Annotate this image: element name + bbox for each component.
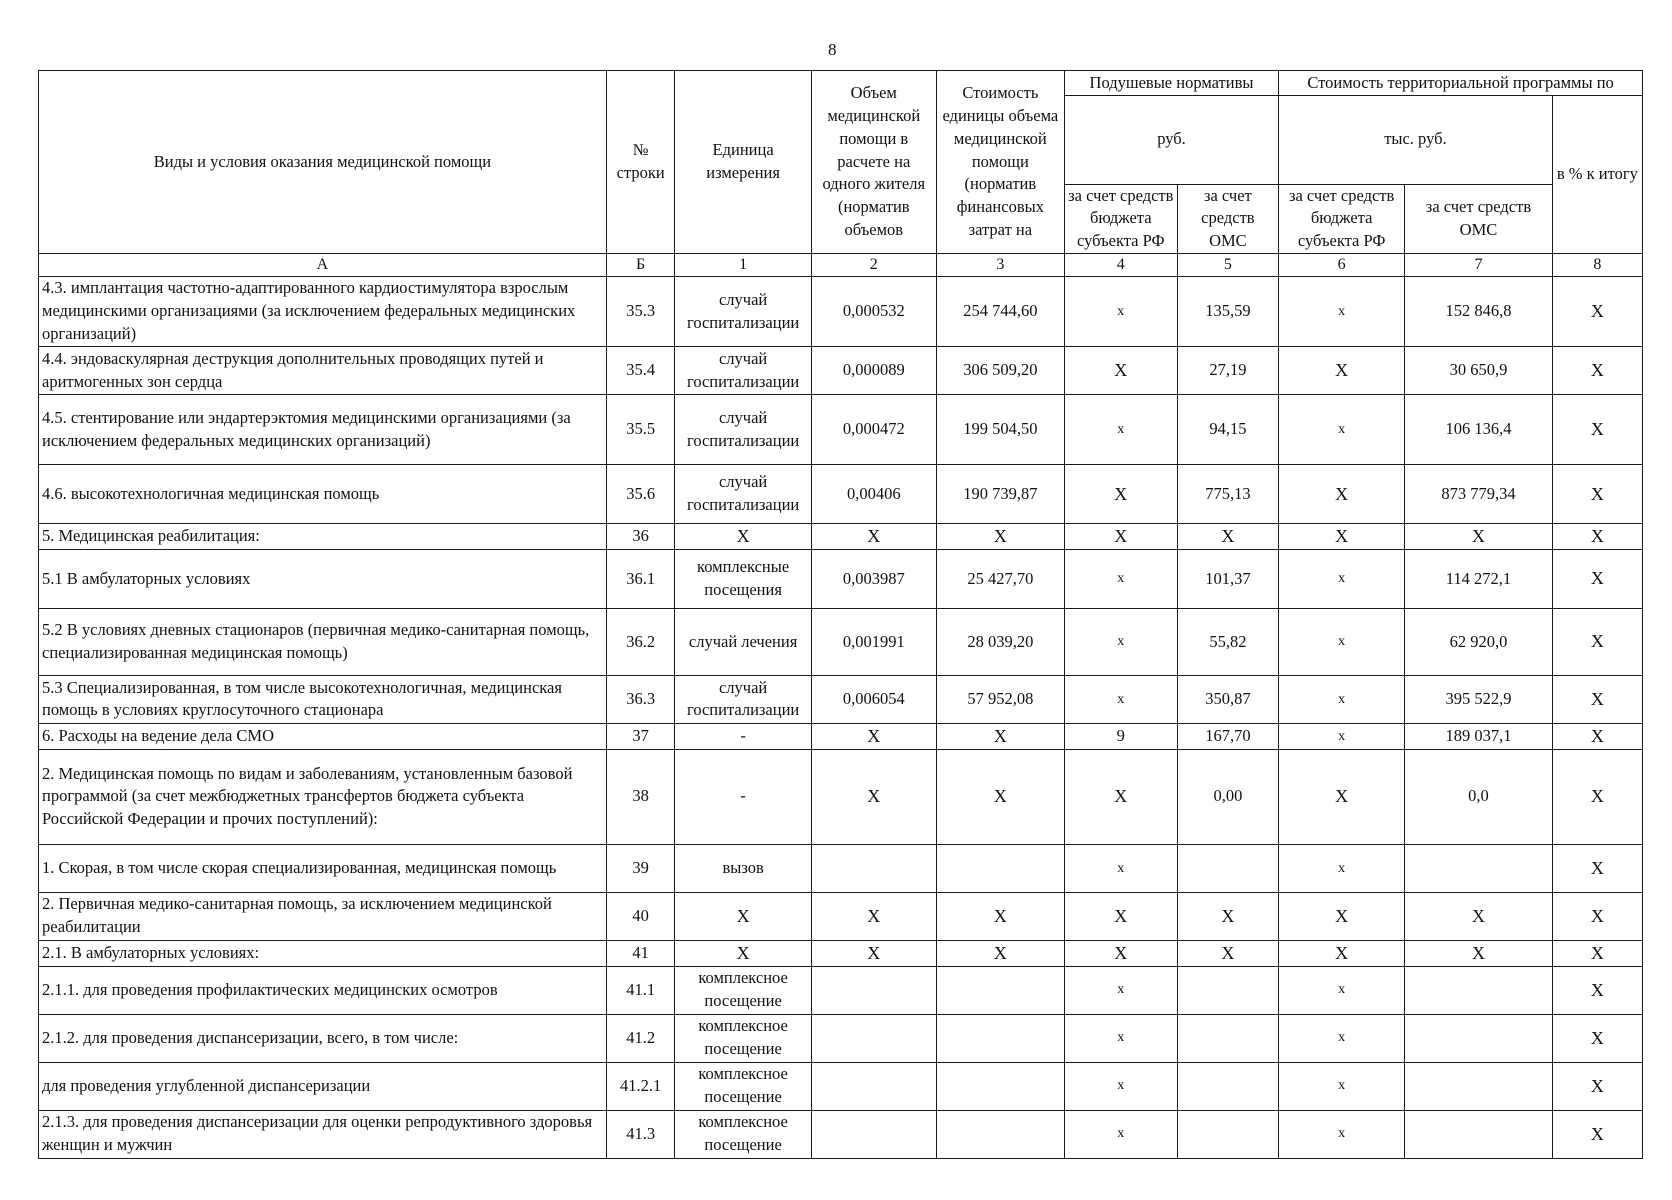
row-norm-budget: 9 [1064,723,1177,749]
row-unit-cost: X [936,940,1064,966]
row-norm-oms [1177,844,1278,892]
row-name: 5.3 Специализированная, в том числе высокотехнологичная, медицинская помощь в условиях круглосуточного стационара [39,675,607,723]
row-volume: 0,000532 [811,277,936,347]
row-cost-oms: X [1405,940,1553,966]
row-number: 36 [606,524,675,550]
column-letter: Б [606,254,675,277]
row-name: 2. Медицинская помощь по видам и заболеваниям, установленным базовой программой (за счет межбюджетных трансфертов бюджета субъекта Российской Федерации и прочих поступлений): [39,749,607,844]
column-letter: 7 [1405,254,1553,277]
row-cost-budget: X [1279,749,1405,844]
row-cost-budget: x [1279,1110,1405,1158]
row-cost-oms: X [1405,892,1553,940]
row-norm-budget: x [1064,844,1177,892]
row-cost-budget: x [1279,844,1405,892]
row-norm-oms: 167,70 [1177,723,1278,749]
row-norm-oms: 350,87 [1177,675,1278,723]
row-cost-budget: X [1279,940,1405,966]
row-unit: X [675,892,811,940]
row-unit: комплексное посещение [675,1014,811,1062]
row-cost-oms [1405,1110,1553,1158]
row-volume: X [811,749,936,844]
row-norm-oms: 135,59 [1177,277,1278,347]
row-cost-oms [1405,1014,1553,1062]
row-name: 5.2 В условиях дневных стационаров (первичная медико-санитарная помощь, специализированная медицинская помощь) [39,608,607,675]
row-unit-cost [936,1062,1064,1110]
row-volume: 0,000089 [811,347,936,395]
row-norm-oms: 27,19 [1177,347,1278,395]
row-name: 1. Скорая, в том числе скорая специализированная, медицинская помощь [39,844,607,892]
row-number: 41 [606,940,675,966]
row-percent: X [1552,465,1642,524]
table-row [39,940,1643,966]
row-name: 2.1. В амбулаторных условиях: [39,940,607,966]
table-row [39,277,1643,347]
row-percent: X [1552,675,1642,723]
row-unit-cost: 190 739,87 [936,465,1064,524]
row-unit-cost: 254 744,60 [936,277,1064,347]
row-percent: X [1552,966,1642,1014]
row-number: 36.1 [606,549,675,608]
row-unit-cost: X [936,723,1064,749]
row-name: 2.1.1. для проведения профилактических медицинских осмотров [39,966,607,1014]
row-unit: случай госпитализации [675,395,811,465]
row-number: 35.3 [606,277,675,347]
row-volume: X [811,940,936,966]
territorial-program-table [38,70,1643,1159]
row-norm-budget: x [1064,675,1177,723]
row-norm-budget: X [1064,465,1177,524]
table-row [39,966,1643,1014]
table-row [39,675,1643,723]
row-percent: X [1552,723,1642,749]
row-norm-oms: 775,13 [1177,465,1278,524]
row-unit: случай госпитализации [675,347,811,395]
row-unit-cost: X [936,524,1064,550]
row-percent: X [1552,347,1642,395]
row-percent: X [1552,749,1642,844]
row-volume: X [811,524,936,550]
row-norm-oms: 55,82 [1177,608,1278,675]
row-cost-oms: 395 522,9 [1405,675,1553,723]
page-number: 8 [828,40,837,59]
row-norm-oms: 94,15 [1177,395,1278,465]
header-norm-budget: за счет средств бюджета субъекта РФ [1064,184,1177,253]
row-cost-oms: 114 272,1 [1405,549,1553,608]
header-volume: Объем медицинской помощи в расчете на одного жителя (норматив объемов [811,71,936,254]
row-norm-budget: x [1064,1110,1177,1158]
row-cost-budget: x [1279,277,1405,347]
row-name: для проведения углубленной диспансеризации [39,1062,607,1110]
row-percent: X [1552,940,1642,966]
row-norm-budget: x [1064,395,1177,465]
row-norm-budget: X [1064,892,1177,940]
row-name: 2.1.3. для проведения диспансеризации для оценки репродуктивного здоровья женщин и мужчин [39,1110,607,1158]
header-program-cost: Стоимость территориальной программы по [1279,71,1643,96]
row-cost-budget: X [1279,524,1405,550]
row-norm-budget: x [1064,549,1177,608]
row-norm-oms: 101,37 [1177,549,1278,608]
header-row-number: № строки [606,71,675,254]
row-name: 2.1.2. для проведения диспансеризации, всего, в том числе: [39,1014,607,1062]
row-number: 41.2.1 [606,1062,675,1110]
table-row [39,465,1643,524]
column-letters-row [39,254,1643,277]
header-row-1 [39,71,1643,96]
row-number: 38 [606,749,675,844]
row-unit-cost: X [936,749,1064,844]
table-row [39,1062,1643,1110]
row-volume [811,1110,936,1158]
row-unit: комплексное посещение [675,966,811,1014]
table-body [39,277,1643,1158]
row-volume: 0,000472 [811,395,936,465]
row-percent: X [1552,608,1642,675]
row-unit-cost: 57 952,08 [936,675,1064,723]
row-volume: 0,001991 [811,608,936,675]
row-cost-oms [1405,844,1553,892]
header-unit: Единица измерения [675,71,811,254]
table-row [39,1110,1643,1158]
header-cost-budget: за счет средств бюджета субъекта РФ [1279,184,1405,253]
header-per-capita: Подушевые нормативы [1064,71,1278,96]
row-cost-budget: x [1279,549,1405,608]
table-row [39,524,1643,550]
row-percent: X [1552,395,1642,465]
row-norm-budget: X [1064,749,1177,844]
row-name: 4.3. имплантация частотно-адаптированного кардиостимулятора взрослым медицинскими организациями (за исключением федеральных медицинских организаций) [39,277,607,347]
row-name: 4.4. эндоваскулярная деструкция дополнительных проводящих путей и аритмогенных зон сердца [39,347,607,395]
row-unit: случай лечения [675,608,811,675]
row-number: 41.3 [606,1110,675,1158]
row-unit-cost: 28 039,20 [936,608,1064,675]
row-cost-oms: 106 136,4 [1405,395,1553,465]
row-volume: 0,003987 [811,549,936,608]
row-norm-oms: 0,00 [1177,749,1278,844]
column-letter: 3 [936,254,1064,277]
table-row [39,1014,1643,1062]
column-letter: 5 [1177,254,1278,277]
header-norm-oms: за счет средств ОМС [1177,184,1278,253]
row-cost-budget: X [1279,892,1405,940]
header-program-cost-unit: тыс. руб. [1279,96,1553,185]
row-unit: случай госпитализации [675,465,811,524]
row-name: 6. Расходы на ведение дела СМО [39,723,607,749]
row-number: 35.6 [606,465,675,524]
row-cost-budget: x [1279,1014,1405,1062]
row-volume [811,1014,936,1062]
row-norm-budget: x [1064,608,1177,675]
row-norm-budget: X [1064,524,1177,550]
row-name: 2. Первичная медико-санитарная помощь, за исключением медицинской реабилитации [39,892,607,940]
row-cost-oms: 30 650,9 [1405,347,1553,395]
row-name: 4.6. высокотехнологичная медицинская помощь [39,465,607,524]
row-unit: X [675,940,811,966]
row-norm-oms [1177,1062,1278,1110]
row-unit: случай госпитализации [675,675,811,723]
row-unit-cost [936,1014,1064,1062]
row-volume [811,844,936,892]
row-unit: X [675,524,811,550]
column-letter: 8 [1552,254,1642,277]
row-cost-oms: 873 779,34 [1405,465,1553,524]
row-volume: X [811,723,936,749]
row-volume [811,966,936,1014]
row-cost-budget: x [1279,966,1405,1014]
row-cost-oms: X [1405,524,1553,550]
row-number: 36.2 [606,608,675,675]
header-per-capita-unit: руб. [1064,96,1278,185]
row-number: 36.3 [606,675,675,723]
row-norm-budget: X [1064,347,1177,395]
row-percent: X [1552,1014,1642,1062]
row-unit: комплексные посещения [675,549,811,608]
row-norm-oms [1177,1110,1278,1158]
row-norm-oms: X [1177,940,1278,966]
row-unit: комплексное посещение [675,1110,811,1158]
row-unit-cost: 199 504,50 [936,395,1064,465]
row-number: 39 [606,844,675,892]
row-cost-oms: 0,0 [1405,749,1553,844]
header-unit-cost: Стоимость единицы объема медицинской помощи (норматив финансовых затрат на [936,71,1064,254]
column-letter: 6 [1279,254,1405,277]
row-norm-budget: x [1064,966,1177,1014]
row-cost-oms: 152 846,8 [1405,277,1553,347]
row-volume: X [811,892,936,940]
table-row [39,395,1643,465]
row-number: 41.1 [606,966,675,1014]
column-letter: А [39,254,607,277]
row-cost-budget: X [1279,465,1405,524]
row-cost-budget: x [1279,395,1405,465]
column-letter: 1 [675,254,811,277]
row-norm-oms: X [1177,892,1278,940]
row-unit-cost: 25 427,70 [936,549,1064,608]
row-norm-budget: x [1064,277,1177,347]
row-number: 35.4 [606,347,675,395]
row-cost-budget: x [1279,608,1405,675]
row-number: 40 [606,892,675,940]
table-row [39,549,1643,608]
row-name: 5. Медицинская реабилитация: [39,524,607,550]
row-name: 5.1 В амбулаторных условиях [39,549,607,608]
row-cost-budget: X [1279,347,1405,395]
row-percent: X [1552,549,1642,608]
row-cost-oms [1405,966,1553,1014]
row-unit: - [675,723,811,749]
row-percent: X [1552,277,1642,347]
row-cost-budget: x [1279,723,1405,749]
row-norm-oms: X [1177,524,1278,550]
row-cost-budget: x [1279,1062,1405,1110]
table-row [39,723,1643,749]
row-unit-cost: 306 509,20 [936,347,1064,395]
table-row [39,892,1643,940]
row-percent: X [1552,524,1642,550]
row-unit-cost [936,844,1064,892]
column-letter: 4 [1064,254,1177,277]
row-cost-oms: 62 920,0 [1405,608,1553,675]
row-unit-cost [936,966,1064,1014]
row-percent: X [1552,1110,1642,1158]
row-volume [811,1062,936,1110]
column-letter: 2 [811,254,936,277]
header-kinds: Виды и условия оказания медицинской помощи [39,71,607,254]
row-percent: X [1552,844,1642,892]
row-unit: вызов [675,844,811,892]
row-norm-oms [1177,966,1278,1014]
row-norm-budget: x [1064,1062,1177,1110]
row-volume: 0,006054 [811,675,936,723]
row-unit-cost [936,1110,1064,1158]
row-name: 4.5. стентирование или эндартерэктомия медицинскими организациями (за исключением федеральных медицинских организаций) [39,395,607,465]
row-unit: случай госпитализации [675,277,811,347]
row-percent: X [1552,892,1642,940]
header-cost-oms: за счет средств ОМС [1405,184,1553,253]
row-unit: комплексное посещение [675,1062,811,1110]
row-percent: X [1552,1062,1642,1110]
table-row [39,347,1643,395]
row-cost-oms [1405,1062,1553,1110]
table-row [39,844,1643,892]
row-norm-oms [1177,1014,1278,1062]
row-number: 37 [606,723,675,749]
row-number: 35.5 [606,395,675,465]
row-unit: - [675,749,811,844]
row-norm-budget: X [1064,940,1177,966]
row-cost-budget: x [1279,675,1405,723]
row-volume: 0,00406 [811,465,936,524]
header-percent-total: в % к итогу [1552,96,1642,254]
row-cost-oms: 189 037,1 [1405,723,1553,749]
row-number: 41.2 [606,1014,675,1062]
table-row [39,749,1643,844]
row-norm-budget: x [1064,1014,1177,1062]
row-unit-cost: X [936,892,1064,940]
table-row [39,608,1643,675]
